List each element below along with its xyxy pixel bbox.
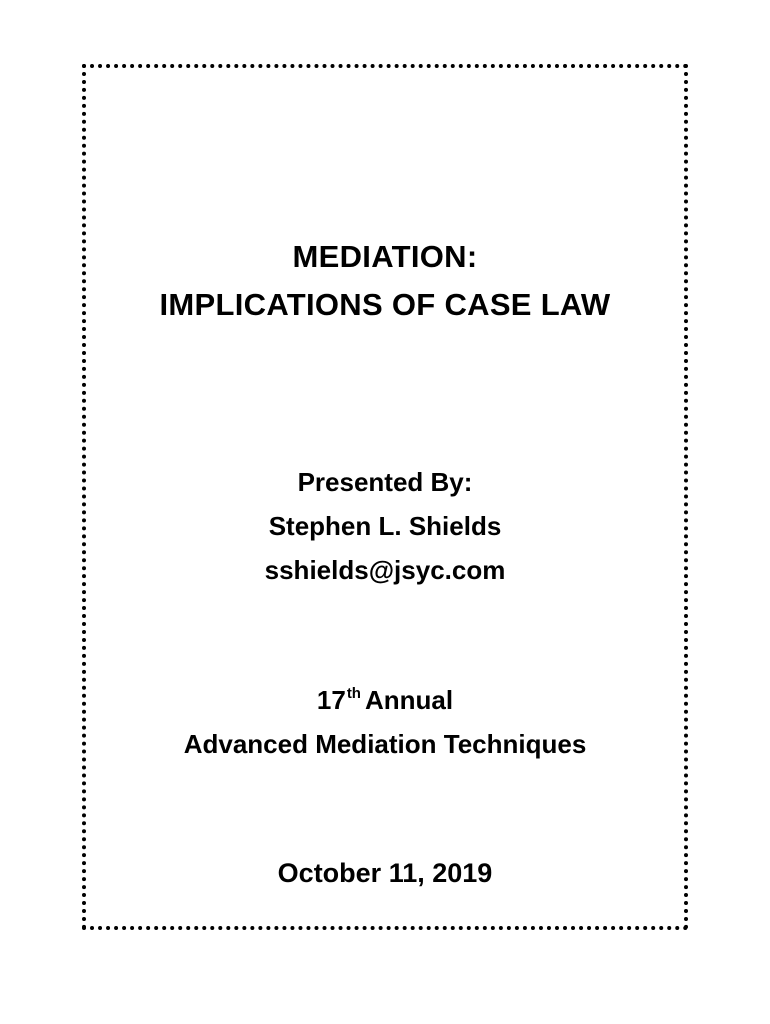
presenter-name: Stephen L. Shields	[268, 511, 502, 541]
event-info	[86, 678, 684, 766]
document-title	[86, 233, 684, 329]
event-edition	[86, 678, 684, 722]
presenter-info	[86, 460, 684, 592]
dotted-page-border	[82, 64, 688, 930]
title-line-2: IMPLICATIONS OF CASE LAW	[159, 287, 611, 322]
edition-suffix: th	[346, 685, 361, 702]
event-name: Advanced Mediation Techniques	[183, 729, 587, 759]
title-line-1: MEDIATION:	[292, 239, 478, 274]
presented-by-label: Presented By:	[297, 467, 473, 497]
presenter-email: sshields@jsyc.com	[264, 555, 506, 585]
event-date-block	[86, 851, 684, 895]
edition-number: 17	[316, 685, 346, 715]
edition-word: Annual	[364, 685, 454, 715]
event-date: October 11, 2019	[277, 858, 493, 888]
